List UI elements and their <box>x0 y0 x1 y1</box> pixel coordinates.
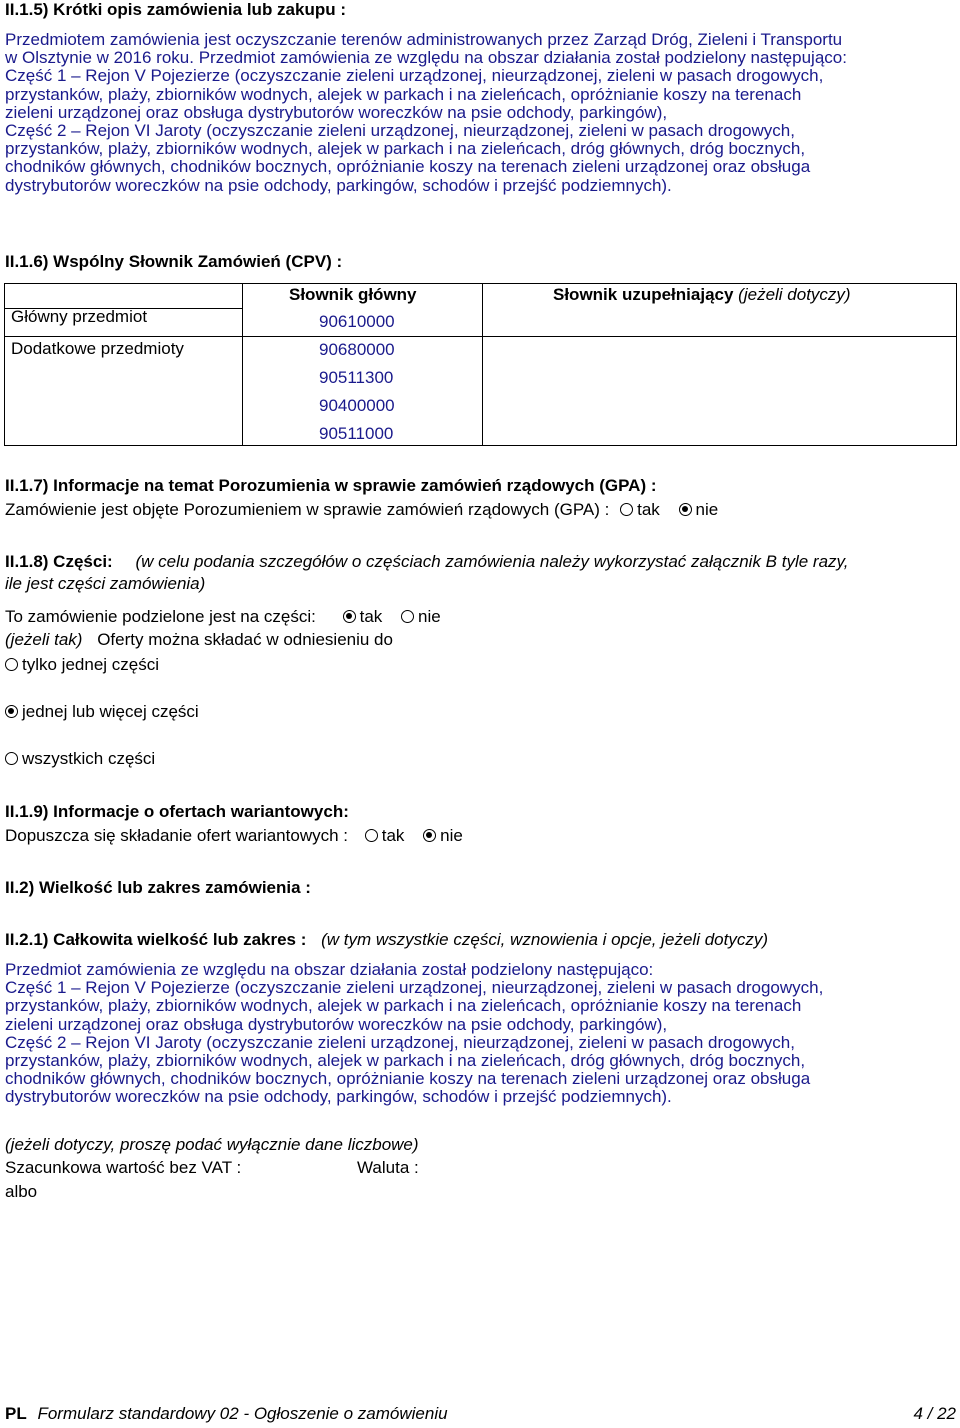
cpv-col-main-header: Słownik główny <box>289 285 417 304</box>
cpv-table-divider <box>242 284 243 445</box>
estimated-value-row <box>5 1158 419 1178</box>
parts-no-radio[interactable] <box>401 610 414 623</box>
gpa-no-label: nie <box>695 500 719 519</box>
section-121-note: (w tym wszystkie części, wznowienia i opcje, jeżeli dotyczy) <box>321 930 768 949</box>
description-line: chodników głównych, chodników bocznych, opróżnianie koszy na terenach zieleni urządzonej oraz obsługa <box>5 1069 811 1089</box>
if-yes-note: (jeżeli tak) <box>5 630 83 649</box>
cpv-additional-label: Dodatkowe przedmioty <box>11 339 184 358</box>
section-118-note-cont: ile jest części zamówienia) <box>5 574 206 593</box>
offers-one-label: tylko jednej części <box>22 655 160 674</box>
description-line: zieleni urządzonej oraz obsługa dystrybutorów woreczków na psie odchody, parkingów), <box>5 102 668 122</box>
offers-many-radio[interactable] <box>5 705 18 718</box>
section-119-heading: II.1.9) Informacje o ofertach wariantowych: <box>5 802 349 821</box>
cpv-col-supp-label: Słownik uzupełniający <box>553 285 734 304</box>
footer-left <box>5 1404 448 1424</box>
description-line: przystanków, plaży, zbiorników wodnych, alejek w parkach i na zieleńcach, opróżnianie koszy na terenach <box>5 84 802 104</box>
variants-yes-label: tak <box>381 826 405 845</box>
cpv-additional-code: 90680000 <box>319 340 395 359</box>
cpv-table-divider <box>482 284 483 445</box>
gpa-row <box>5 500 718 520</box>
section-115-heading: II.1.5) Krótki opis zamówienia lub zakupu : <box>5 0 346 19</box>
cpv-additional-code: 90511000 <box>319 424 394 443</box>
parts-no-label: nie <box>418 607 441 626</box>
section-121-heading: II.2.1) Całkowita wielkość lub zakres : <box>5 930 307 949</box>
cpv-col-supp-note: (jeżeli dotyczy) <box>738 285 851 304</box>
section-118-heading: II.1.8) Części: <box>5 552 113 571</box>
variants-row <box>5 826 463 846</box>
variants-no-label: nie <box>440 826 463 845</box>
variants-yes-radio[interactable] <box>365 829 378 842</box>
section-116-heading: II.1.6) Wspólny Słownik Zamówień (CPV) : <box>5 252 343 271</box>
offers-one-radio[interactable] <box>5 658 18 671</box>
description-line: dystrybutorów woreczków na psie odchody, parkingów, schodów i przejść podziemnych). <box>5 1087 672 1107</box>
description-line: Przedmiot zamówienia ze względu na obszar działania został podzielony następująco: <box>5 960 654 979</box>
parts-yes-label: tak <box>359 607 383 626</box>
section-118-note: (w celu podania szczegółów o częściach zamówienia należy wykorzystać załącznik B tyle razy, <box>135 552 849 571</box>
description-line: Przedmiotem zamówienia jest oczyszczanie terenów administrowanych przez Zarząd Dróg, Zieleni i Transportu <box>5 30 843 49</box>
cpv-col-supp-header <box>553 285 851 305</box>
offers-option-all <box>5 749 155 769</box>
parts-row <box>5 607 441 627</box>
or-label: albo <box>5 1182 38 1201</box>
description-line: przystanków, plaży, zbiorników wodnych, alejek w parkach i na zieleńcach, dróg głównych, dróg bocznych, <box>5 139 806 159</box>
description-line: zieleni urządzonej oraz obsługa dystrybutorów woreczków na psie odchody, parkingów), <box>5 1014 668 1034</box>
offers-all-radio[interactable] <box>5 752 18 765</box>
description-line: chodników głównych, chodników bocznych, opróżnianie koszy na terenach zieleni urządzonej oraz obsługa <box>5 157 811 177</box>
footer-title: Formularz standardowy 02 - Ogłoszenie o zamówieniu <box>37 1404 448 1423</box>
gpa-yes-radio[interactable] <box>620 503 633 516</box>
section-121-heading-row <box>5 930 768 950</box>
description-line: Część 1 – Rejon V Pojezierze (oczyszczanie zieleni urządzonej, nieurządzonej, zieleni w pasach drogowych, <box>5 978 824 998</box>
estimated-value-label: Szacunkowa wartość bez VAT : <box>5 1158 242 1177</box>
description-line: Część 1 – Rejon V Pojezierze (oczyszczanie zieleni urządzonej, nieurządzonej, zieleni w pasach drogowych, <box>5 66 824 86</box>
cpv-main-label: Główny przedmiot <box>11 307 148 326</box>
cpv-table <box>4 283 957 446</box>
section-12-heading: II.2) Wielkość lub zakres zamówienia : <box>5 878 311 897</box>
footer-page-number: 4 / 22 <box>913 1404 956 1423</box>
footer-lang: PL <box>5 1404 27 1423</box>
description-line: Część 2 – Rejon VI Jaroty (oczyszczanie zieleni urządzonej, nieurządzonej, zieleni w pasach drogowych, <box>5 1032 795 1052</box>
section-121-description <box>5 961 823 1107</box>
gpa-yes-label: tak <box>637 500 660 519</box>
cpv-main-code: 90610000 <box>319 312 395 331</box>
cpv-additional-code: 90511300 <box>319 368 394 387</box>
numeric-note: (jeżeli dotyczy, proszę podać wyłącznie dane liczbowe) <box>5 1135 419 1154</box>
description-line: Część 2 – Rejon VI Jaroty (oczyszczanie zieleni urządzonej, nieurządzonej, zieleni w pasach drogowych, <box>5 121 795 141</box>
offers-label: Oferty można składać w odniesieniu do <box>97 630 393 649</box>
offers-option-many <box>5 702 199 722</box>
cpv-table-rule <box>5 336 956 337</box>
description-line: przystanków, plaży, zbiorników wodnych, alejek w parkach i na zieleńcach, opróżnianie koszy na terenach <box>5 996 802 1016</box>
section-115-description <box>5 31 847 195</box>
offers-row <box>5 630 393 650</box>
variants-question: Dopuszcza się składanie ofert wariantowych : <box>5 826 348 845</box>
section-118-heading-row <box>5 552 849 572</box>
description-line: dystrybutorów woreczków na psie odchody, parkingów, schodów i przejść podziemnych). <box>5 175 672 195</box>
offers-option-one <box>5 655 159 675</box>
gpa-question: Zamówienie jest objęte Porozumieniem w sprawie zamówień rządowych (GPA) : <box>5 500 610 519</box>
section-117-heading: II.1.7) Informacje na temat Porozumienia w sprawie zamówień rządowych (GPA) : <box>5 476 657 495</box>
variants-no-radio[interactable] <box>423 829 436 842</box>
description-line: przystanków, plaży, zbiorników wodnych, alejek w parkach i na zieleńcach, dróg głównych, dróg bocznych, <box>5 1051 806 1071</box>
offers-many-label: jednej lub więcej części <box>22 702 199 721</box>
gpa-no-radio[interactable] <box>679 503 692 516</box>
cpv-additional-code: 90400000 <box>319 396 395 415</box>
description-line: w Olsztynie w 2016 roku. Przedmiot zamówienia ze względu na obszar działania został podzielony następująco: <box>5 48 847 68</box>
offers-all-label: wszystkich części <box>22 749 156 768</box>
currency-label: Waluta : <box>357 1158 419 1177</box>
parts-yes-radio[interactable] <box>343 610 356 623</box>
parts-question: To zamówienie podzielone jest na części: <box>5 607 316 626</box>
